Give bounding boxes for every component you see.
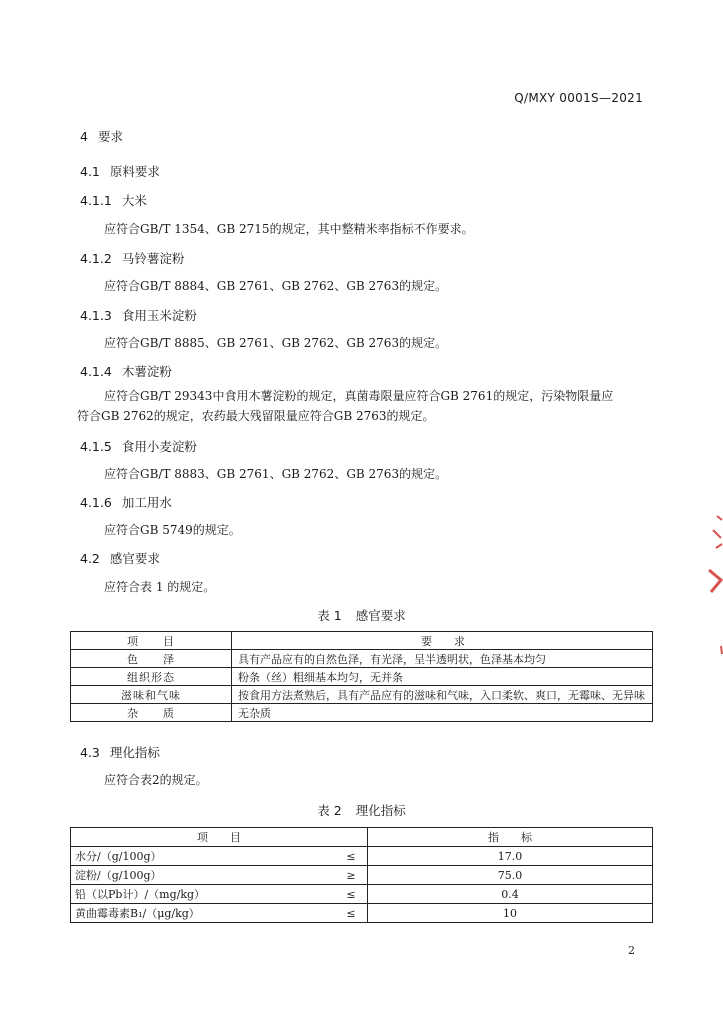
section-4-1-6-text: 应符合GB 5749的规定。 (104, 523, 241, 537)
section-4-2-heading (80, 549, 160, 567)
requirement-cell: 粉条（丝）粗细基本均匀，无并条 (232, 668, 653, 686)
item-cell: 杂 质 (71, 704, 232, 722)
section-4-1-3-text: 应符合GB/T 8885、GB 2761、GB 2762、GB 2763的规定。 (104, 336, 448, 350)
section-4-1-6-heading (80, 493, 172, 511)
section-4-1-heading (80, 162, 160, 180)
table-row (71, 650, 653, 668)
section-4-1-1-text: 应符合GB/T 1354、GB 2715的规定，其中整精米率指标不作要求。 (104, 222, 474, 236)
table-row (71, 904, 653, 923)
section-4-3-heading (80, 743, 160, 761)
table-header-row (71, 632, 653, 650)
table-1-caption (0, 606, 723, 624)
column-header: 项 目 (71, 632, 232, 650)
section-title: 加工用水 (121, 495, 172, 510)
item-cell: 色 泽 (71, 650, 232, 668)
section-title: 大米 (121, 193, 147, 208)
column-header: 项 目 (71, 828, 368, 847)
section-4-3-text: 应符合表2的规定。 (104, 773, 208, 787)
table-row (71, 866, 653, 885)
page-number: 2 (628, 944, 635, 957)
section-title: 食用玉米淀粉 (121, 308, 197, 323)
section-4-1-5-heading (80, 437, 197, 455)
section-number: 4.1 (80, 164, 100, 179)
operator-cell: ≤ (335, 904, 368, 923)
operator-cell: ≤ (335, 885, 368, 904)
section-number: 4.1.6 (80, 495, 112, 510)
item-cell: 铅（以Pb计）/（mg/kg） (71, 885, 336, 904)
section-4-1-1-heading (80, 191, 147, 209)
table-row (71, 704, 653, 722)
requirement-cell: 按食用方法煮熟后，具有产品应有的滋味和气味，入口柔软、爽口，无霉味、无异味 (232, 686, 653, 704)
section-title: 马铃薯淀粉 (121, 251, 185, 266)
value-cell: 75.0 (368, 866, 653, 885)
physicochemical-indicators-table (70, 827, 653, 923)
item-cell: 黄曲霉毒素B₁/（μg/kg） (71, 904, 336, 923)
requirement-cell: 具有产品应有的自然色泽，有光泽，呈半透明状，色泽基本均匀 (232, 650, 653, 668)
table-title: 理化指标 (355, 803, 406, 818)
red-stamp-edge (703, 508, 723, 658)
section-number: 4 (80, 129, 88, 144)
standard-code: Q/MXY 0001S—2021 (514, 91, 643, 105)
value-cell: 17.0 (368, 847, 653, 866)
section-4-1-5-text: 应符合GB/T 8883、GB 2761、GB 2762、GB 2763的规定。 (104, 467, 448, 481)
table-number: 表 2 (317, 803, 342, 818)
table-row (71, 885, 653, 904)
table-row (71, 847, 653, 866)
table-number: 表 1 (317, 608, 342, 623)
section-number: 4.1.4 (80, 364, 112, 379)
sensory-requirements-table (70, 631, 653, 722)
value-cell: 0.4 (368, 885, 653, 904)
table-row (71, 668, 653, 686)
column-header: 要 求 (232, 632, 653, 650)
section-number: 4.1.5 (80, 439, 112, 454)
section-4-2-text: 应符合表 1 的规定。 (104, 580, 216, 594)
item-cell: 滋味和气味 (71, 686, 232, 704)
section-number: 4.2 (80, 551, 100, 566)
section-4-heading (80, 127, 123, 145)
section-title: 木薯淀粉 (121, 364, 172, 379)
section-title: 原料要求 (109, 164, 160, 179)
section-4-1-4-text: 应符合GB/T 29343中食用木薯淀粉的规定，真菌毒限量应符合GB 2761的规定，污染物限量应符合GB 2762的规定，农药最大残留限量应符合GB 2763的规定。 (77, 389, 614, 423)
table-row (71, 686, 653, 704)
requirement-cell: 无杂质 (232, 704, 653, 722)
column-header: 指 标 (368, 828, 653, 847)
section-title: 感官要求 (109, 551, 160, 566)
operator-cell: ≥ (335, 866, 368, 885)
section-number: 4.1.2 (80, 251, 112, 266)
table-title: 感官要求 (355, 608, 406, 623)
section-title: 要求 (97, 129, 123, 144)
item-cell: 水分/（g/100g） (71, 847, 336, 866)
section-title: 理化指标 (109, 745, 160, 760)
section-4-1-3-heading (80, 306, 197, 324)
table-2-caption (0, 801, 723, 819)
value-cell: 10 (368, 904, 653, 923)
operator-cell: ≤ (335, 847, 368, 866)
table-header-row (71, 828, 653, 847)
section-4-1-2-heading (80, 249, 184, 267)
section-4-1-2-text: 应符合GB/T 8884、GB 2761、GB 2762、GB 2763的规定。 (104, 279, 448, 293)
section-4-1-4-heading (80, 362, 172, 380)
section-number: 4.1.3 (80, 308, 112, 323)
section-title: 食用小麦淀粉 (121, 439, 197, 454)
section-number: 4.3 (80, 745, 100, 760)
item-cell: 组织形态 (71, 668, 232, 686)
section-number: 4.1.1 (80, 193, 112, 208)
item-cell: 淀粉/（g/100g） (71, 866, 336, 885)
